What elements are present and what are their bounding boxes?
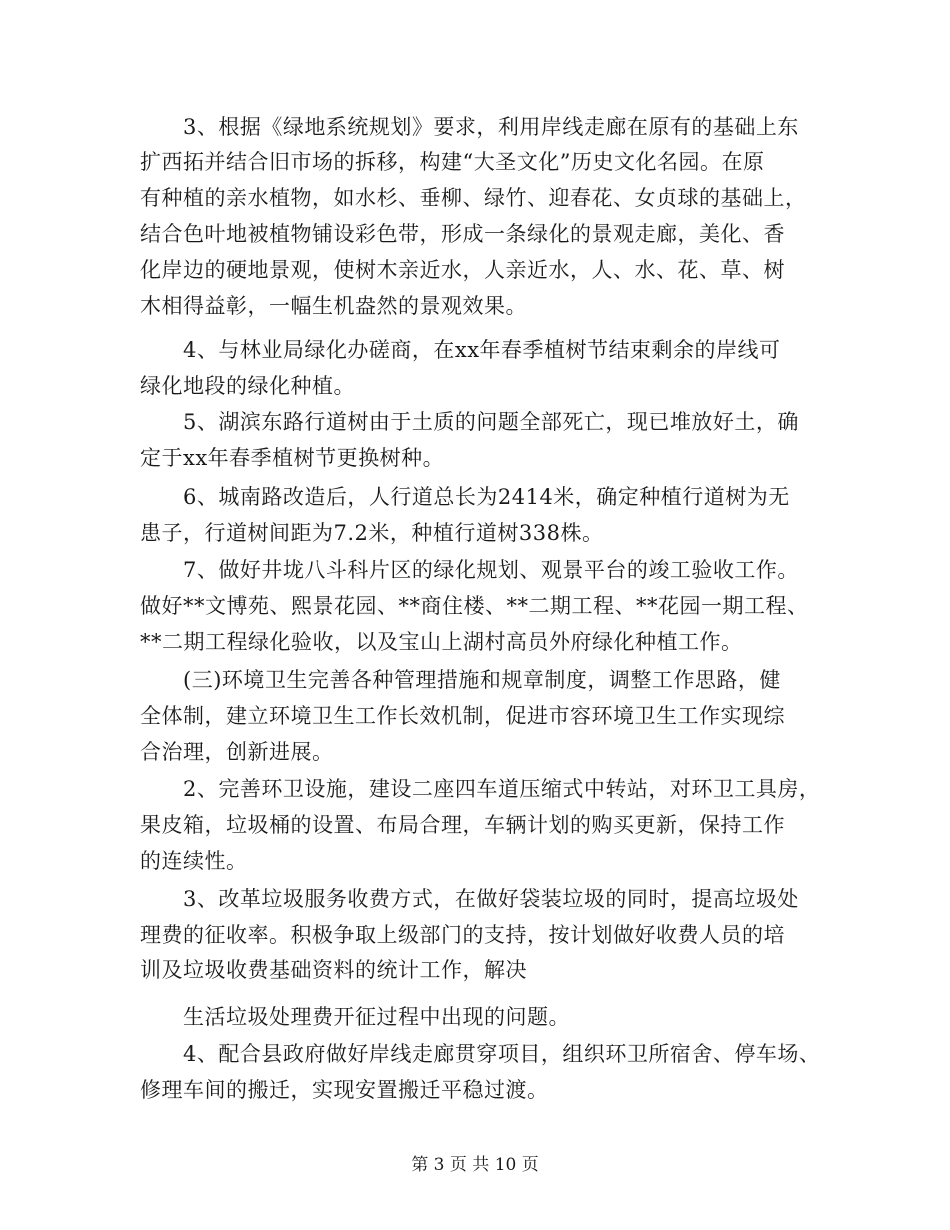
text-line: 6、城南路改造后，人行道总长为2414米，确定种植行道树为无 (140, 485, 790, 509)
text-line: 3、根据《绿地系统规划》要求，利用岸线走廊在原有的基础上东 (140, 115, 799, 139)
text-line: 化岸边的硬地景观，使树木亲近水，人亲近水，人、水、花、草、树 (140, 258, 785, 282)
text-line: 果皮箱，垃圾桶的设置、布局合理，车辆计划的购买更新，保持工作 (140, 813, 785, 837)
text-line: 结合色叶地被植物铺设彩色带，形成一条绿化的景观走廊，美化、香 (140, 222, 785, 246)
text-line: 全体制，建立环境卫生工作长效机制，促进市容环境卫生工作实现综 (140, 704, 785, 728)
text-line: 训及垃圾收费基础资料的统计工作，解决 (140, 958, 527, 982)
text-line: 4、配合县政府做好岸线走廊贯穿项目，组织环卫所宿舍、停车场、 (140, 1042, 821, 1066)
text-line: **二期工程绿化验收，以及宝山上湖村高员外府绿化种植工作。 (140, 630, 743, 654)
text-line: 4、与林业局绿化办磋商，在xx年春季植树节结束剩余的岸线可 (140, 338, 781, 362)
text-line: 扩西拓并结合旧市场的拆移，构建“大圣文化”历史文化名园。在原 (140, 150, 765, 174)
text-line: 绿化地段的绿化种植。 (140, 374, 355, 398)
text-line: 生活垃圾处理费开征过程中出现的问题。 (140, 1005, 570, 1029)
text-line: 木相得益彰，一幅生机盎然的景观效果。 (140, 294, 527, 318)
text-line: 有种植的亲水植物，如水杉、垂柳、绿竹、迎春花、女贞球的基础上， (140, 186, 807, 210)
text-line: 修理车间的搬迁，实现安置搬迁平稳过渡。 (140, 1078, 549, 1102)
text-line: 7、做好井垅八斗科片区的绿化规划、观景平台的竣工验收工作。 (140, 558, 799, 582)
text-line: 2、完善环卫设施，建设二座四车道压缩式中转站，对环卫工具房， (140, 777, 821, 801)
text-line: 理费的征收率。积极争取上级部门的支持，按计划做好收费人员的培 (140, 923, 785, 947)
text-line: 的连续性。 (140, 849, 248, 873)
text-line: 做好**文博苑、熙景花园、**商住楼、**二期工程、**花园一期工程、 (140, 594, 809, 618)
text-line: 3、改革垃圾服务收费方式，在做好袋装垃圾的同时，提高垃圾处 (140, 887, 799, 911)
text-line: 患子，行道树间距为7.2米，种植行道树338株。 (140, 521, 604, 545)
text-line: 5、湖滨东路行道树由于土质的问题全部死亡，现已堆放好土，确 (140, 410, 799, 434)
text-line: 合治理，创新进展。 (140, 740, 334, 764)
text-line: 定于xx年春季植树节更换树种。 (140, 446, 445, 470)
page-footer: 第 3 页 共 10 页 (411, 1155, 539, 1175)
text-line: (三)环境卫生完善各种管理措施和规章制度，调整工作思路，健 (140, 668, 781, 692)
